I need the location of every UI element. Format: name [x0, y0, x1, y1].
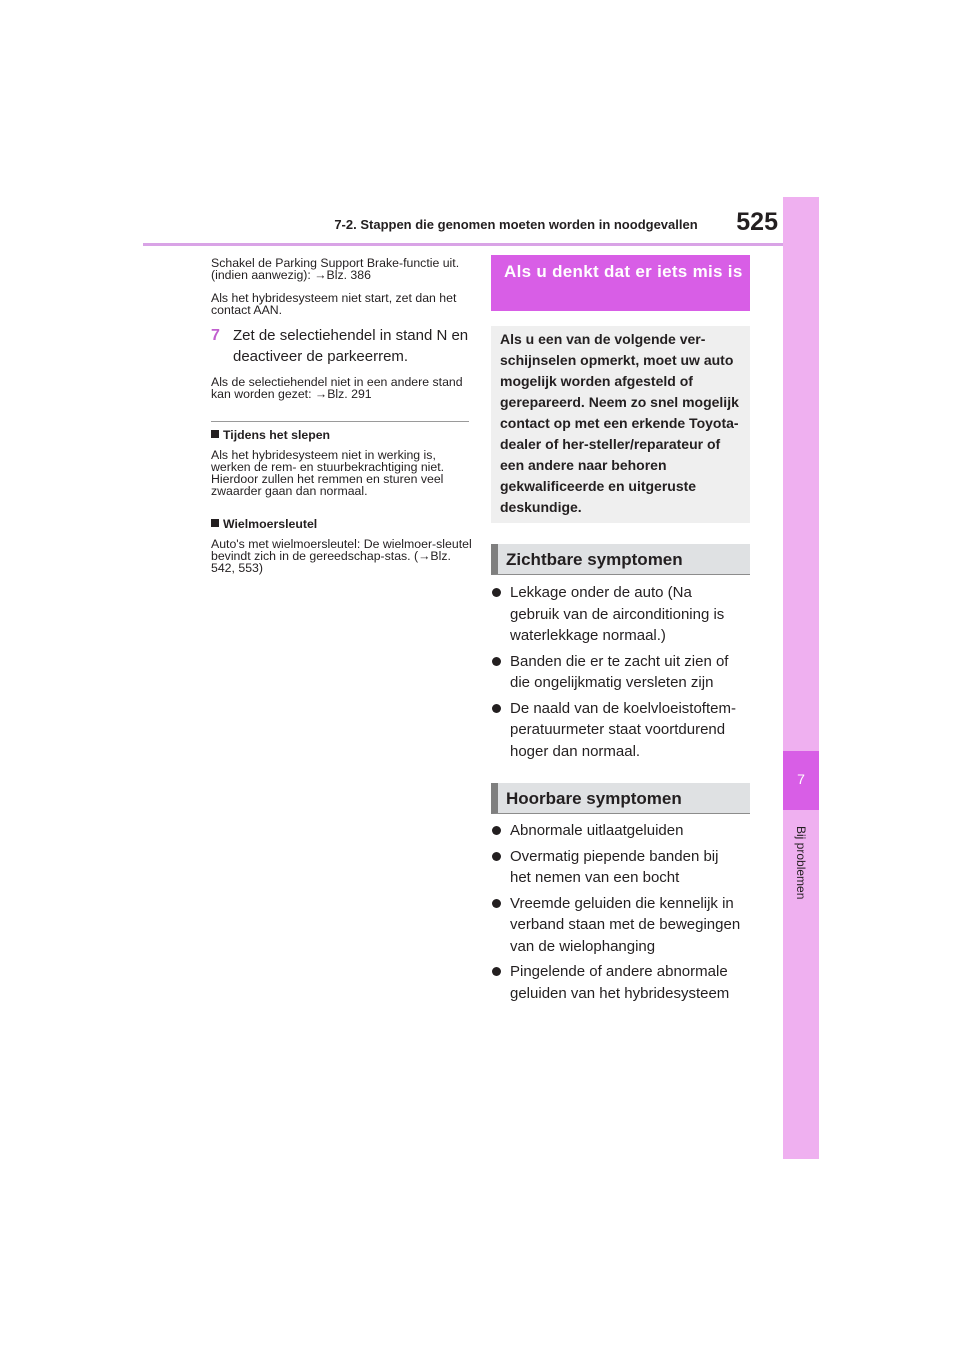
divider	[211, 421, 469, 422]
chapter-side-tab	[783, 197, 819, 1159]
bullet-icon	[492, 588, 501, 597]
list-item: Vreemde geluiden die kennelijk in verband staan met de bewegingen van de wielophanging	[492, 893, 742, 958]
info-heading-wrench: Wielmoersleutel	[211, 518, 473, 530]
list-item: De naald van de koelvloeistoftem-peratuurmeter staat voortdurend hoger dan normaal.	[492, 698, 742, 763]
step-note: Als de selectiehendel niet in een andere stand kan worden gezet: →Blz. 291	[211, 375, 463, 401]
bullet-icon	[492, 657, 501, 666]
chapter-number: 7	[797, 771, 805, 787]
square-bullet-icon	[211, 430, 219, 438]
section-title: 7-2. Stappen die genomen moeten worden in noodgevallen	[334, 217, 698, 232]
bullet-icon	[492, 899, 501, 908]
bullet-icon	[492, 704, 501, 713]
chapter-label: Bij problemen	[794, 826, 808, 900]
note-text: Als u een van de volgende ver-schijnselen opmerkt, moet uw auto mogelijk worden afgesteld of gerepareerd. Neem zo snel mogelijk contact op met een erkende Toyota-dealer of her-steller/reparateur of een andere naar behoren gekwalificeerde en uitgeruste deskundige.	[500, 331, 739, 515]
list-item: Lekkage onder de auto (Na gebruik van de airconditioning is waterlekkage normaal.)	[492, 582, 742, 647]
header-rule	[143, 243, 783, 246]
audible-symptoms-list	[492, 820, 742, 1008]
bullet-icon	[492, 967, 501, 976]
page-number: 525	[736, 208, 778, 236]
bullet-icon	[492, 852, 501, 861]
info-text-wrench: Auto's met wielmoersleutel: De wielmoer-sleutel bevindt zich in de gereedschap-stas. (→Blz. 542, 553)	[211, 537, 472, 575]
list-item: Banden die er te zacht uit zien of die ongelijkmatig versleten zijn	[492, 651, 742, 694]
subheading-visible	[491, 544, 750, 575]
list-item: Abnormale uitlaatgeluiden	[492, 820, 742, 842]
paragraph-parking-support: Schakel de Parking Support Brake-functie uit. (indien aanwezig): →Blz. 386	[211, 256, 460, 282]
subheading-audible	[491, 783, 750, 814]
subheading-audible-label: Hoorbare symptomen	[506, 789, 682, 808]
visible-symptoms-list	[492, 582, 742, 766]
info-text-towing: Als het hybridesysteem niet in werking is, werken de rem- en stuurbekrachtiging niet. Hierdoor zullen het remmen en sturen veel zwaarder gaan dan normaal.	[211, 448, 445, 498]
list-item: Overmatig piepende banden bij het nemen van een bocht	[492, 846, 742, 889]
step-text: Zet de selectiehendel in stand N en deactiveer de parkeerrem.	[233, 327, 469, 365]
subheading-visible-label: Zichtbare symptomen	[506, 550, 683, 569]
step-number: 7	[211, 327, 220, 344]
square-bullet-icon	[211, 519, 219, 527]
paragraph-ignition: Als het hybridesysteem niet start, zet dan het contact AAN.	[211, 291, 457, 317]
section-heading: Als u denkt dat er iets mis is	[504, 262, 743, 281]
info-heading-towing: Tijdens het slepen	[211, 429, 473, 441]
bullet-icon	[492, 826, 501, 835]
list-item: Pingelende of andere abnormale geluiden van het hybridesysteem	[492, 961, 742, 1004]
